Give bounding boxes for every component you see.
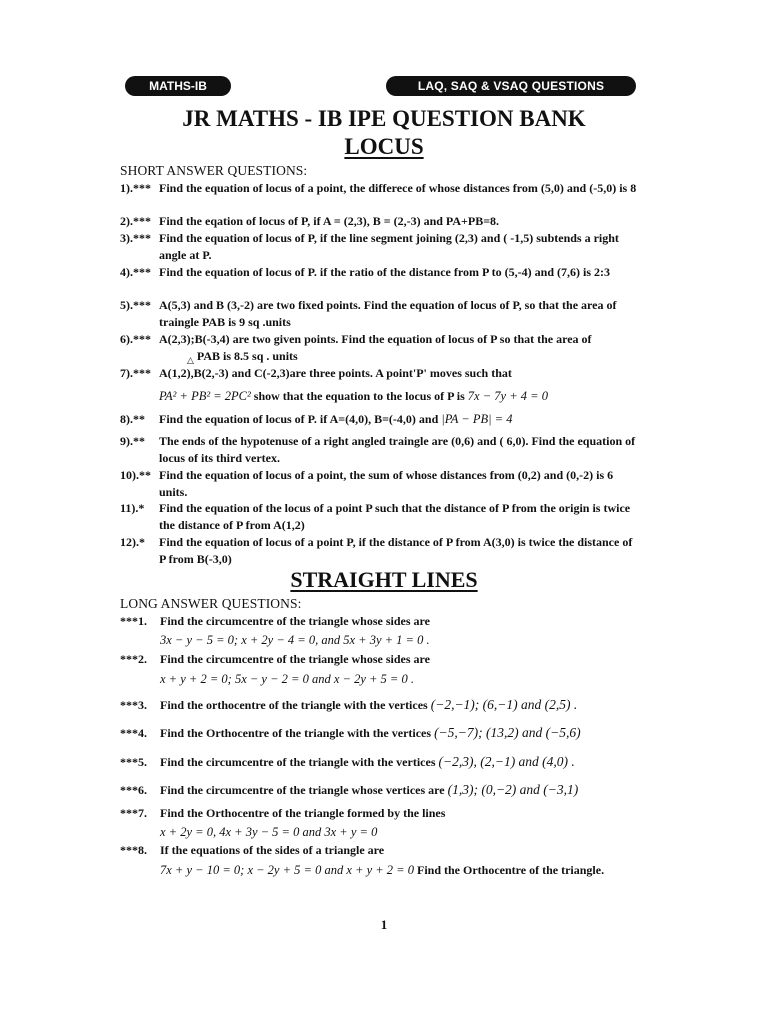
math-expression: 3x − y − 5 = 0; x + 2y − 4 = 0, and 5x + 3y + 1 = 0 . <box>160 632 430 647</box>
question-text <box>160 754 640 771</box>
document-title: JR MATHS - IB IPE QUESTION BANK <box>182 106 586 131</box>
question-text-part: PAB is 8.5 sq . units <box>196 348 298 363</box>
question-number: 2).*** <box>120 214 151 228</box>
math-expression: (−2,3), (2,−1) and (4,0) . <box>438 754 575 769</box>
straight-question-4 <box>120 725 640 742</box>
straight-question-5 <box>120 754 640 771</box>
math-expression: (1,3); (0,−2) and (−3,1) <box>447 782 579 797</box>
question-number: ***5. <box>120 755 147 769</box>
locus-question-3 <box>120 230 640 263</box>
short-answer-heading: SHORT ANSWER QUESTIONS: <box>120 163 308 178</box>
question-text: Find the Orthocentre of the triangle formed by the lines <box>160 806 446 820</box>
math-expression: 7x + y − 10 = 0; x − 2y + 5 = 0 and x + y + 2 = 0 <box>160 862 414 877</box>
question-text-line2 <box>159 348 640 366</box>
math-expression: PA² + PB² = 2PC² <box>159 388 251 403</box>
question-number: ***2. <box>120 652 147 666</box>
question-number: 9).** <box>120 434 145 448</box>
question-number: 4).*** <box>120 265 151 279</box>
question-number: ***4. <box>120 726 147 740</box>
question-text: Find the equation of locus of P. if the ratio of the distance from P to (5,-4) and (7,6) is 2:3 <box>159 265 610 279</box>
locus-question-2 <box>120 213 640 230</box>
question-text <box>159 331 640 348</box>
locus-question-9 <box>120 433 640 466</box>
question-text: Find the equation of the locus of a point P such that the distance of P from the origin is twice the distance of P from A(1,2) <box>159 501 631 532</box>
question-text: Find the equation of locus of a point P, if the distance of P from A(3,0) is twice the distance of P from B(-3,0) <box>159 535 633 566</box>
math-expression: x + y + 2 = 0; 5x − y − 2 = 0 and x − 2y + 5 = 0 . <box>160 671 414 686</box>
subject-badge: MATHS-IB <box>125 76 231 96</box>
question-text: If the equations of the sides of a triangle are <box>160 843 385 857</box>
locus-question-7 <box>120 365 640 404</box>
math-expression: (−5,−7); (13,2) and (−5,6) <box>434 725 581 740</box>
section-title-straight-lines: STRAIGHT LINES <box>290 567 478 592</box>
question-text-line2 <box>160 862 640 879</box>
question-text-part: show that the equation to the locus of P is <box>250 388 468 403</box>
math-expression: x + 2y = 0, 4x + 3y − 5 = 0 and 3x + y = 0 <box>160 824 378 839</box>
question-number: ***8. <box>120 843 147 857</box>
question-text-line1: A(2,3);B(-3,4) are two given points. Find the equation of locus of P so that the area of <box>159 332 592 346</box>
question-text-part: Find the circumcentre of the triangle whose vertices are <box>160 783 448 797</box>
question-text <box>159 411 640 428</box>
question-number: 6).*** <box>120 332 151 346</box>
question-text-line2 <box>159 388 640 405</box>
question-text: The ends of the hypotenuse of a right angled traingle are (0,6) and ( 6,0). Find the equation of locus of its third vertex. <box>159 434 636 465</box>
question-number: 1).*** <box>120 181 151 195</box>
locus-question-1 <box>120 180 640 197</box>
locus-question-10 <box>120 467 640 500</box>
question-text-part: Find the Orthocentre of the triangle with the vertices <box>160 726 435 740</box>
question-text: Find the eqation of locus of P, if A = (2,3), B = (2,-3) and PA+PB=8. <box>159 214 500 228</box>
math-expression: 7x − 7y + 4 = 0 <box>467 388 548 403</box>
locus-question-6 <box>120 331 640 365</box>
question-text: Find the equation of locus of a point, the differece of whose distances from (5,0) and (-5,0) is 8 <box>159 181 637 195</box>
straight-question-3 <box>120 697 640 714</box>
question-text: Find the circumcentre of the triangle whose sides are <box>160 614 430 628</box>
question-number: ***7. <box>120 806 147 820</box>
locus-question-5 <box>120 297 640 330</box>
question-text <box>160 725 640 742</box>
page-number: 1 <box>380 917 388 932</box>
straight-question-6 <box>120 782 640 799</box>
question-number: 11).* <box>120 501 145 515</box>
locus-question-12 <box>120 534 640 567</box>
question-number: 5).*** <box>120 298 151 312</box>
straight-question-2 <box>120 651 640 687</box>
straight-question-1 <box>120 613 640 648</box>
question-number: 10).** <box>120 468 151 482</box>
question-text-part: Find the orthocentre of the triangle with the vertices <box>160 698 431 712</box>
math-expression: |PA − PB| = 4 <box>441 412 513 426</box>
question-text: Find the circumcentre of the triangle whose sides are <box>160 652 430 666</box>
math-expression: (−2,−1); (6,−1) and (2,5) . <box>430 697 578 712</box>
locus-question-4 <box>120 264 640 281</box>
question-text: A(1,2),B(2,-3) and C(-2,3)are three points. A point'P' moves such that <box>159 366 512 380</box>
question-text-part: Find the circumcentre of the triangle with the vertices <box>160 755 439 769</box>
question-text-part: Find the equation of locus of P. if A=(4,0), B=(-4,0) and <box>159 412 442 426</box>
question-text <box>160 782 640 799</box>
question-text: Find the equation of locus of a point, the sum of whose distances from (0,2) and (0,-2) is 6 units. <box>159 468 614 499</box>
question-text <box>160 697 640 714</box>
question-number: ***6. <box>120 783 147 797</box>
question-number: ***1. <box>120 614 147 628</box>
question-text-part: Find the Orthocentre of the triangle. <box>414 862 605 877</box>
straight-question-8 <box>120 842 640 878</box>
question-number: 12).* <box>120 535 145 549</box>
section-title-locus: LOCUS <box>344 134 424 159</box>
question-number: 8).** <box>120 412 145 426</box>
locus-question-11 <box>120 500 640 533</box>
triangle-symbol: △ <box>187 354 194 365</box>
question-number: 3).*** <box>120 231 151 245</box>
locus-question-8 <box>120 411 640 428</box>
question-number: 7).*** <box>120 366 151 380</box>
question-text: A(5,3) and B (3,-2) are two fixed points. Find the equation of locus of P, so that the area of traingle PAB is 9 sq .units <box>159 298 617 329</box>
long-answer-heading: LONG ANSWER QUESTIONS: <box>120 596 302 611</box>
question-text: Find the equation of locus of P, if the line segment joining (2,3) and ( -1,5) subtends a right angle at P. <box>159 231 619 262</box>
question-number: ***3. <box>120 698 147 712</box>
straight-question-7 <box>120 805 640 840</box>
question-type-badge: LAQ, SAQ & VSAQ QUESTIONS <box>386 76 636 96</box>
